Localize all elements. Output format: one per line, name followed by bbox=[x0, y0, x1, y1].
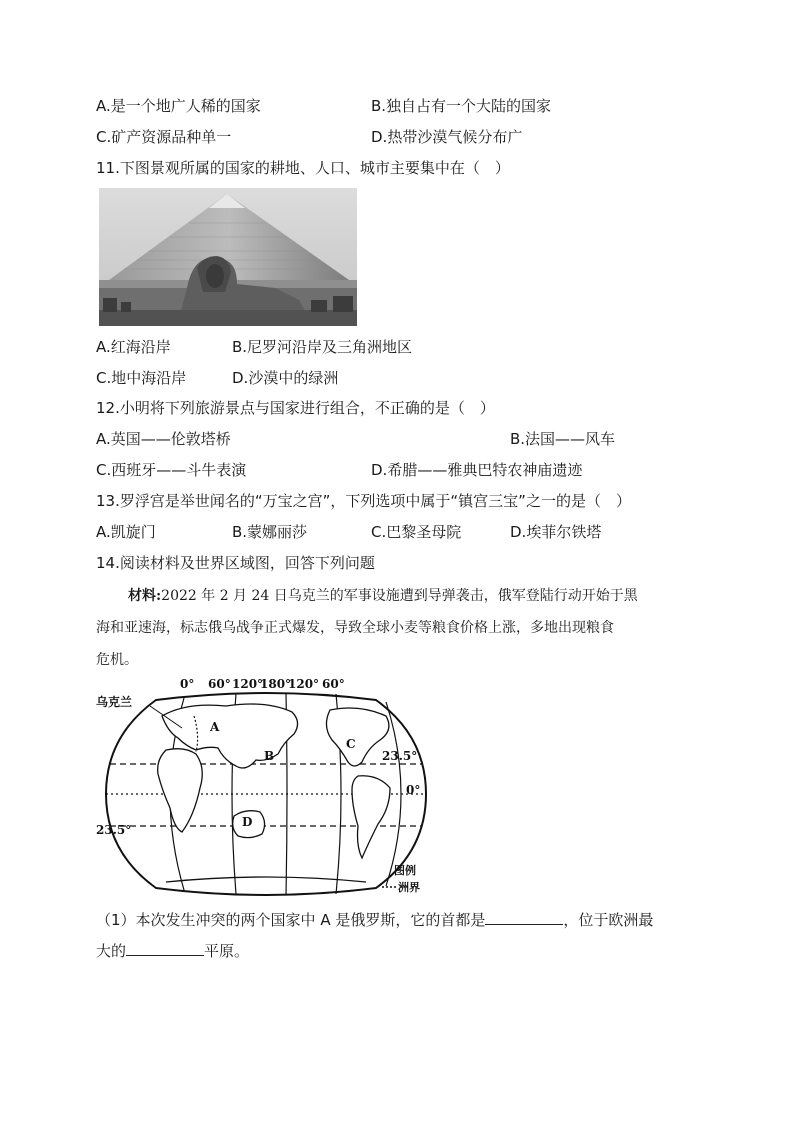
lon-label-5: 60° bbox=[322, 677, 345, 691]
q14-sub1-text3: 大的 bbox=[96, 942, 127, 960]
lon-label-4: 120° bbox=[288, 677, 320, 691]
pyramid-sphinx-photo bbox=[99, 188, 357, 326]
point-c-label: C bbox=[346, 737, 356, 751]
q14-stem: 14.阅读材料及世界区域图，回答下列问题 bbox=[96, 554, 375, 572]
q11-option-d: D.沙漠中的绿洲 bbox=[232, 369, 339, 387]
answer-blank-capital[interactable] bbox=[485, 909, 563, 925]
point-d-label: D bbox=[242, 815, 253, 829]
q14-sub1-line1 bbox=[96, 909, 653, 930]
lat-label-equator: 0° bbox=[406, 783, 421, 797]
q13-option-c: C.巴黎圣母院 bbox=[371, 523, 462, 541]
q14-material-line3: 危机。 bbox=[96, 652, 138, 668]
q12-option-c: C.西班牙——斗牛表演 bbox=[96, 461, 247, 479]
q13-option-d: D.埃菲尔铁塔 bbox=[510, 523, 602, 541]
ukraine-label: 乌克兰 bbox=[96, 695, 133, 709]
q11-option-b: B.尼罗河沿岸及三角洲地区 bbox=[232, 338, 413, 356]
point-b-label: B bbox=[264, 749, 275, 763]
q13-stem: 13.罗浮宫是举世闻名的“万宝之宫”，下列选项中属于“镇宫三宝”之一的是（ ） bbox=[96, 492, 631, 510]
q11-stem: 11.下图景观所属的国家的耕地、人口、城市主要集中在（ ） bbox=[96, 159, 510, 177]
q12-stem: 12.小明将下列旅游景点与国家进行组合，不正确的是（ ） bbox=[96, 399, 495, 417]
world-region-map bbox=[96, 676, 436, 896]
q10-option-d: D.热带沙漠气候分布广 bbox=[371, 128, 523, 146]
lon-label-0: 0° bbox=[180, 677, 195, 691]
q10-option-c: C.矿产资源品种单一 bbox=[96, 128, 232, 146]
q10-option-a: A.是一个地广人稀的国家 bbox=[96, 97, 261, 115]
material-label: 材料: bbox=[128, 588, 162, 604]
q14-material-line2: 海和亚速海，标志俄乌战争正式爆发，导致全球小麦等粮食价格上涨，多地出现粮食 bbox=[96, 620, 614, 636]
lon-label-2: 120° bbox=[232, 677, 264, 691]
q14-sub1-text1: （1）本次发生冲突的两个国家中 A 是俄罗斯，它的首都是 bbox=[96, 911, 486, 929]
q12-option-a: A.英国——伦敦塔桥 bbox=[96, 430, 231, 448]
q13-option-b: B.蒙娜丽莎 bbox=[232, 523, 308, 541]
lat-label-south: 23.5° bbox=[96, 823, 132, 837]
lon-label-1: 60° bbox=[208, 677, 231, 691]
q14-sub1-text2: ，位于欧洲最 bbox=[563, 911, 654, 929]
legend-title: 图例 bbox=[394, 864, 416, 877]
q14-sub1-line2 bbox=[96, 940, 249, 961]
q14-material-line1 bbox=[128, 586, 638, 606]
point-a-label: A bbox=[210, 720, 220, 734]
lon-label-3: 180° bbox=[260, 677, 292, 691]
material-text-1: 2022 年 2 月 24 日乌克兰的军事设施遭到导弹袭击，俄军登陆行动开始于黑 bbox=[161, 588, 638, 604]
legend-item: 洲界 bbox=[398, 881, 420, 894]
q12-option-b: B.法国——风车 bbox=[510, 430, 616, 448]
q11-option-c: C.地中海沿岸 bbox=[96, 369, 187, 387]
lat-label-north: 23.5° bbox=[382, 749, 418, 763]
q14-sub1-text4: 平原。 bbox=[204, 942, 250, 960]
answer-blank-plain[interactable] bbox=[126, 940, 204, 956]
q10-option-b: B.独自占有一个大陆的国家 bbox=[371, 97, 552, 115]
q13-option-a: A.凯旋门 bbox=[96, 523, 156, 541]
q11-option-a: A.红海沿岸 bbox=[96, 338, 171, 356]
q12-option-d: D.希腊——雅典巴特农神庙遗迹 bbox=[371, 461, 583, 479]
